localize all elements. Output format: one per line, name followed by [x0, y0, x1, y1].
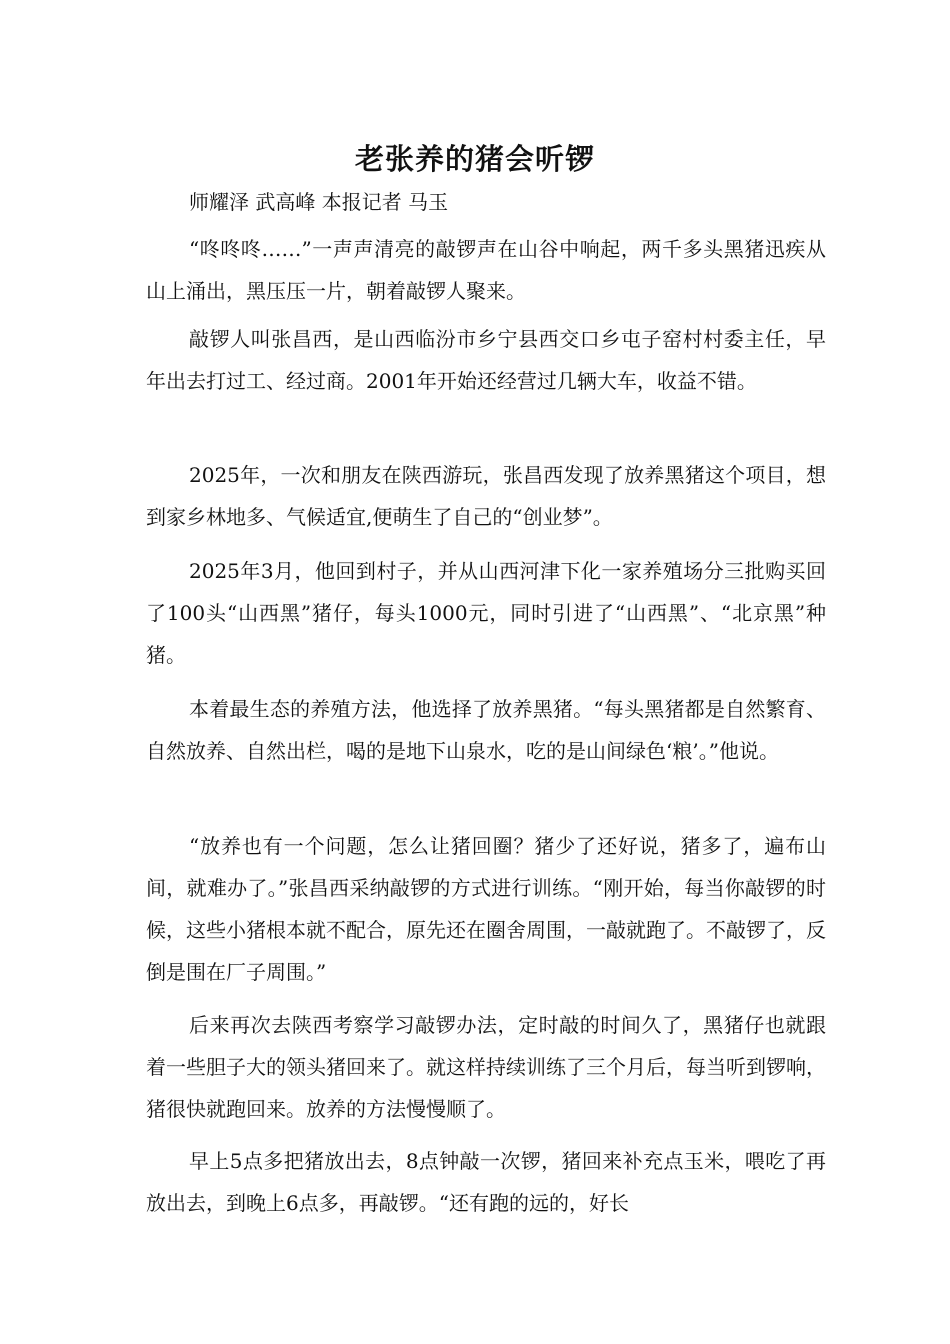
- paragraph-4: 2025年3月，他回到村子，并从山西河津下化一家养殖场分三批购买回了100头“山西黑”猪仔，每头1000元，同时引进了“山西黑”、“北京黑”种猪。: [146, 559, 826, 667]
- paragraph-1: “咚咚咚……”一声声清亮的敲锣声在山谷中响起，两千多头黑猪迅疾从山上涌出，黑压压一片，朝着敲锣人聚来。: [146, 237, 826, 303]
- paragraph-3: 2025年，一次和朋友在陕西游玩，张昌西发现了放养黑猪这个项目，想到家乡林地多、气候适宜,便萌生了自己的“创业梦”。: [146, 463, 826, 529]
- paragraph-8: 早上5点多把猪放出去，8点钟敲一次锣，猪回来补充点玉米，喂吃了再放出去，到晚上6点多，再敲锣。“还有跑的远的，好长: [146, 1149, 826, 1215]
- article-title: 老张养的猪会听锣: [354, 142, 595, 177]
- article-byline: 师耀泽 武高峰 本报记者 马玉: [189, 190, 449, 214]
- paragraph-5: 本着最生态的养殖方法，他选择了放养黑猪。“每头黑猪都是自然繁育、自然放养、自然出栏，喝的是地下山泉水，吃的是山间绿色‘粮’。”他说。: [146, 697, 826, 763]
- paragraph-7: 后来再次去陕西考察学习敲锣办法，定时敲的时间久了，黑猪仔也就跟着一些胆子大的领头猪回来了。就这样持续训练了三个月后，每当听到锣响，猪很快就跑回来。放养的方法慢慢顺了。: [146, 1013, 826, 1121]
- paragraph-2: 敲锣人叫张昌西，是山西临汾市乡宁县西交口乡屯子窑村村委主任，早年出去打过工、经过商。2001年开始还经营过几辆大车，收益不错。: [146, 327, 826, 393]
- paragraph-6: “放养也有一个问题，怎么让猪回圈？猪少了还好说，猪多了，遍布山间，就难办了。”张昌西采纳敲锣的方式进行训练。“刚开始，每当你敲锣的时候，这些小猪根本就不配合，原先还在圈舍周围，一敲就跑了。不敲锣了，反倒是围在厂子周围。”: [146, 834, 826, 984]
